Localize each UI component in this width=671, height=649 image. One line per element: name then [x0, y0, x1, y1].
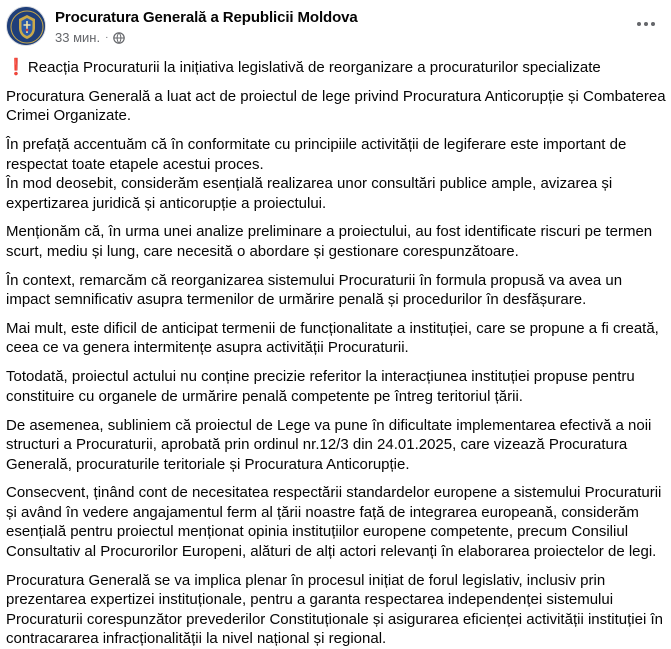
post-body	[6, 58, 668, 649]
post-paragraph: În context, remarcăm că reorganizarea sistemului Procuraturii în formula propusă va avea un impact semnificativ asupra termenilor de urmărire penală și procedurilor în desfășurare.	[6, 271, 623, 309]
post-paragraph: În prefață accentuăm că în conformitate cu principiile activității de legiferare este important de respectat toate etapele acestui proces.	[6, 136, 627, 173]
post-paragraph: De asemenea, subliniem că proiectul de Lege va pune în dificultate implementarea efectivă a noii structuri a Procuraturii, aprobată prin ordinul nr.12/3 din 24.01.2025, care vizează Procuratura Generală, procuraturile teritoriale și Procuratura Anticorupție.	[6, 416, 652, 473]
post-paragraph: Consecvent, ținând cont de necesitatea respectării standardelor europene a sistemului Procuraturii și având în vedere angajamentul ferm al țării noastre față de integrarea europeană, considerăm esențială pentru proiectul menționat opinia instituțiilor europene competente, precum Consiliul Consultativ al Procurorilor Europeni, alături de alți actori relevanți în elaborarea proiectelor de legi.	[6, 484, 662, 560]
post-paragraph: Procuratura Generală se va implica plenar în procesul inițiat de forul legislativ, inclusiv prin prezentarea expertizei instituționale, pentru a garanta respectarea independenței sistemului Procuraturii corespunzător prevederilor Constituționale și asigurarea eficienței activității instituției în contracararea infracționalității la nivel național și regional.	[6, 571, 663, 648]
post-paragraph: Mai mult, este dificil de anticipat termenii de funcționalitate a instituției, care se propune a fi creată, ceea ce va genera intermitențe asupra activității Procuraturii.	[6, 319, 659, 357]
post-headline	[6, 58, 668, 78]
post-header	[6, 6, 665, 52]
post-time[interactable]: 33 мин.	[55, 30, 101, 45]
page-name[interactable]: Procuratura Generală a Republicii Moldova	[55, 9, 358, 26]
prosecutor-emblem-icon	[7, 7, 46, 46]
post-paragraph: Menționăm că, în urma unei analize preliminare a proiectului, au fost identificate riscuri pe termen scurt, mediu și lung, care necesită o abordare și gestionare corespunzătoare.	[6, 223, 653, 260]
post-paragraph: Procuratura Generală a luat act de proiectul de lege privind Procuratura Anticorupție și Combaterea Crimei Organizate.	[6, 87, 666, 125]
more-horizontal-icon	[636, 21, 656, 27]
post-paragraph: Totodată, proiectul actului nu conține precizie referitor la interacțiunea instituției propuse pentru constituire cu organele de urmărire penală competente pe întreg teritoriul țării.	[6, 368, 635, 405]
meta-separator: ·	[105, 32, 109, 43]
more-options-button[interactable]	[631, 12, 661, 36]
exclamation-icon: ❗	[6, 59, 26, 76]
globe-icon[interactable]	[113, 32, 125, 44]
avatar[interactable]	[6, 6, 46, 46]
post-paragraph: În mod deosebit, considerăm esențială realizarea unor consultări publice ample, avizarea și expertizarea juridică și anticorupție a proiectului.	[6, 175, 613, 212]
headline-text: Reacția Procuraturii la inițiativa legislativă de reorganizare a procuraturilor specializate	[27, 59, 601, 76]
post-meta	[55, 30, 125, 45]
